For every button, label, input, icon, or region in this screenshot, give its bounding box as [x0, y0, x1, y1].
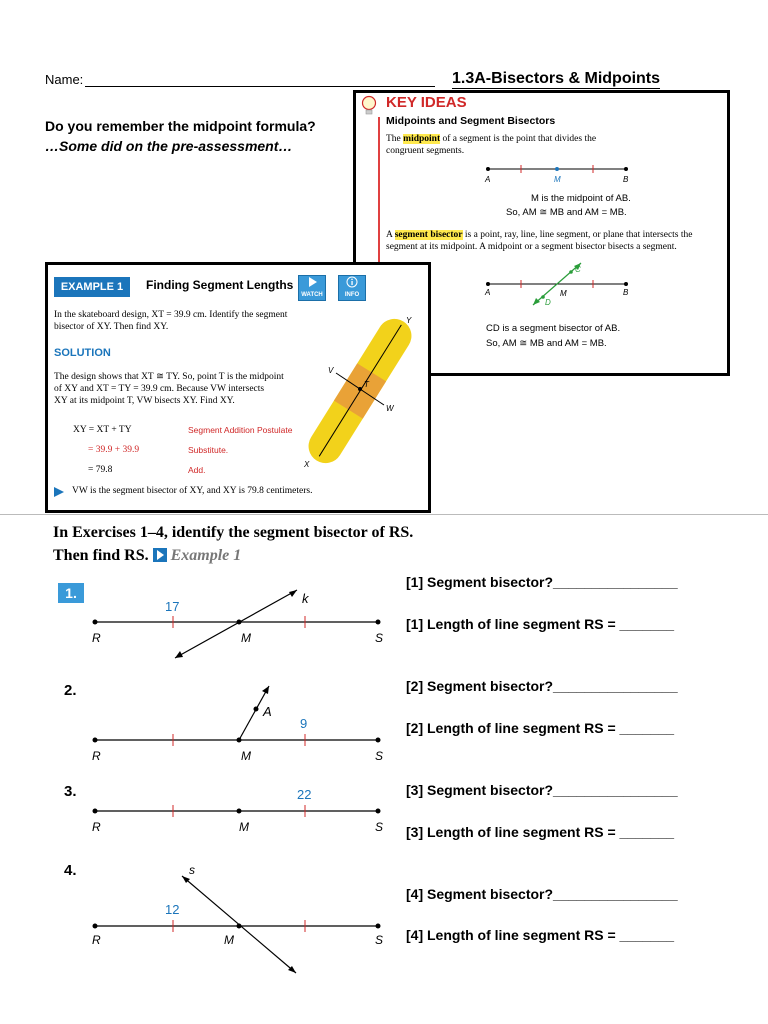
play-icon[interactable] — [153, 548, 167, 562]
svg-text:A: A — [485, 288, 491, 297]
equation-3: = 79.8 — [88, 465, 113, 475]
equation-2: = 39.9 + 39.9 — [88, 445, 140, 455]
svg-text:M: M — [241, 749, 251, 762]
svg-text:R: R — [92, 749, 101, 762]
svg-text:S: S — [375, 820, 384, 834]
name-label: Name: — [45, 72, 84, 87]
label-b: B — [623, 175, 629, 183]
label-c: C — [575, 265, 581, 274]
segment-bisector-diagram — [476, 259, 636, 309]
label-d: D — [545, 298, 551, 307]
name-field-line[interactable] — [85, 86, 435, 87]
exercise-1-bisector-question[interactable]: [1] Segment bisector?________________ — [406, 574, 678, 590]
section-divider — [0, 514, 768, 515]
segment-bisector-definition: A segment bisector is a point, ray, line, line segment, or plane that intersects the segment at its midpoint. A midpoint or a segment bisector bisects a segment. — [386, 230, 693, 252]
example-link[interactable]: Example 1 — [170, 547, 242, 564]
midpoint-question: Do you remember the midpoint formula? — [45, 118, 316, 134]
key-ideas-subtitle: Midpoints and Segment Bisectors — [386, 115, 556, 127]
svg-text:S: S — [375, 933, 384, 947]
exercise-1-length-question[interactable]: [1] Length of line segment RS = _______ — [406, 616, 675, 632]
midpoint-definition: The midpoint of a segment is the point that divides the congruent segments. — [386, 134, 597, 156]
exercise-2-number: 2. — [64, 682, 77, 699]
conclusion-arrow-icon — [54, 487, 64, 497]
bisector-note-1: CD is a segment bisector of AB. — [486, 323, 621, 334]
exercise-3-number: 3. — [64, 783, 77, 800]
example-prompt: In the skateboard design, XT = 39.9 cm. Identify the segment bisector of XY. Then find XY. — [54, 310, 288, 332]
svg-text:R: R — [92, 631, 101, 645]
svg-text:R: R — [92, 933, 101, 947]
svg-text:M: M — [560, 289, 567, 298]
exercise-1-number: 1. — [58, 583, 84, 603]
label-w: W — [386, 404, 394, 413]
example-1-box — [45, 262, 431, 513]
equation-2-note: Substitute. — [188, 445, 229, 455]
info-icon — [346, 276, 358, 288]
exercise-2-diagram — [85, 682, 390, 762]
example-badge: EXAMPLE 1 — [54, 277, 130, 297]
exercise-1-bisector-label: k — [302, 591, 309, 606]
midpoint-note-2: So, AM ≅ MB and AM = MB. — [506, 207, 627, 218]
segment-bisector-highlight: segment bisector — [394, 230, 463, 240]
exercise-2-bisector-question[interactable]: [2] Segment bisector?________________ — [406, 678, 678, 694]
exercise-instructions: In Exercises 1–4, identify the segment bisector of RS. — [53, 524, 414, 541]
exercise-4-diagram — [85, 862, 390, 977]
exercise-4-bisector-question[interactable]: [4] Segment bisector?________________ — [406, 886, 678, 902]
midpoint-diagram — [476, 161, 636, 183]
solution-heading: SOLUTION — [54, 347, 111, 359]
document-title: 1.3A-Bisectors & Midpoints — [452, 70, 661, 87]
exercise-4-bisector-label: s — [189, 863, 195, 877]
svg-text:S: S — [375, 631, 384, 645]
label-x: X — [304, 460, 310, 469]
info-button[interactable]: INFO — [338, 275, 366, 301]
midpoint-question-sub: …Some did on the pre-assessment… — [45, 138, 293, 154]
exercise-4-number: 4. — [64, 862, 77, 879]
exercise-2-bisector-label: A — [263, 704, 272, 719]
example-heading: Finding Segment Lengths — [146, 278, 294, 292]
play-icon — [306, 276, 318, 288]
solution-text: The design shows that XT ≅ TY. So, point T is the midpoint of XY and XT = TY = 39.9 cm. Because VW intersects XY at its midpoint T, VW bisects XY. Find XY. — [54, 372, 284, 406]
lightbulb-icon — [359, 95, 379, 117]
skateboard-diagram — [298, 311, 423, 471]
label-t: T — [364, 380, 369, 389]
exercise-2-length-question[interactable]: [2] Length of line segment RS = _______ — [406, 720, 675, 736]
exercise-1-diagram — [85, 585, 390, 665]
exercise-2-length: 9 — [300, 716, 308, 731]
exercise-4-length-question[interactable]: [4] Length of line segment RS = _______ — [406, 927, 675, 943]
label-v: V — [328, 366, 334, 375]
watch-button[interactable]: WATCH — [298, 275, 326, 301]
exercise-3-diagram — [85, 785, 390, 835]
exercise-1-length: 17 — [165, 599, 180, 614]
svg-text:M: M — [239, 820, 249, 834]
svg-text:M: M — [241, 631, 251, 645]
label-a: A — [485, 175, 491, 183]
svg-text:B: B — [623, 288, 629, 297]
svg-text:S: S — [375, 749, 384, 762]
label-y: Y — [406, 316, 412, 325]
exercise-3-length-question[interactable]: [3] Length of line segment RS = _______ — [406, 824, 675, 840]
key-ideas-title: KEY IDEAS — [386, 94, 467, 111]
bisector-note-2: So, AM ≅ MB and AM = MB. — [486, 338, 607, 349]
svg-text:R: R — [92, 820, 101, 834]
example-conclusion: VW is the segment bisector of XY, and XY is 79.8 centimeters. — [72, 486, 313, 496]
exercise-instructions-2: Then find RS. Example 1 — [53, 547, 242, 564]
exercise-3-bisector-question[interactable]: [3] Segment bisector?________________ — [406, 782, 678, 798]
equation-3-note: Add. — [188, 465, 206, 475]
midpoint-highlight: midpoint — [403, 134, 441, 144]
exercise-3-length: 22 — [297, 787, 312, 802]
exercise-4-length: 12 — [165, 902, 180, 917]
midpoint-note-1: M is the midpoint of AB. — [531, 193, 631, 204]
svg-text:M: M — [224, 933, 234, 947]
label-m: M — [554, 175, 561, 183]
equation-1-note: Segment Addition Postulate — [188, 425, 293, 435]
equation-1: XY = XT + TY — [73, 425, 132, 435]
